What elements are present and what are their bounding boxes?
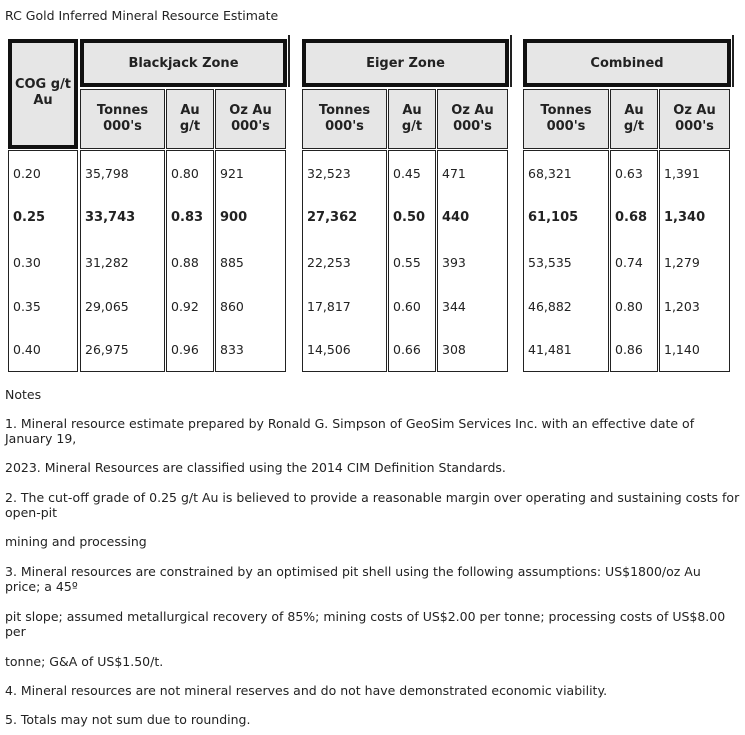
oz-au-cell: 860 <box>215 284 286 328</box>
divider <box>732 35 734 87</box>
tonnes-cell: 41,481 <box>523 328 609 372</box>
tonnes-cell: 29,065 <box>80 284 165 328</box>
au-grade-cell: 0.88 <box>166 240 214 284</box>
note-line: mining and processing <box>5 534 147 549</box>
au-grade-cell: 0.80 <box>610 284 658 328</box>
oz-au-cell: 885 <box>215 240 286 284</box>
note-line: tonne; G&A of US$1.50/t. <box>5 654 164 669</box>
oz-au-cell: 344 <box>437 284 508 328</box>
tonnes-cell: 32,523 <box>302 150 387 195</box>
oz-au-cell: 1,203 <box>659 284 730 328</box>
au-grade-cell: 0.50 <box>388 195 436 240</box>
zone-header-combined: Combined <box>523 39 731 87</box>
tonnes-header: Tonnes 000's <box>302 89 387 149</box>
oz-au-cell: 833 <box>215 328 286 372</box>
oz-au-cell: 440 <box>437 195 508 240</box>
note-line: 1. Mineral resource estimate prepared by Ronald G. Simpson of GeoSim Services Inc. with an effective date of January 19, <box>5 416 695 446</box>
oz-au-cell: 921 <box>215 150 286 195</box>
divider <box>288 35 290 87</box>
tonnes-cell: 27,362 <box>302 195 387 240</box>
au-grade-cell: 0.66 <box>388 328 436 372</box>
au-grade-cell: 0.63 <box>610 150 658 195</box>
tonnes-cell: 35,798 <box>80 150 165 195</box>
oz-au-cell: 471 <box>437 150 508 195</box>
oz-au-header: Oz Au 000's <box>437 89 508 149</box>
divider <box>510 35 512 87</box>
au-grade-cell: 0.74 <box>610 240 658 284</box>
cog-value-cell: 0.35 <box>8 284 78 328</box>
oz-au-cell: 1,140 <box>659 328 730 372</box>
au-grade-cell: 0.45 <box>388 150 436 195</box>
au-grade-header: Au g/t <box>166 89 214 149</box>
tonnes-cell: 61,105 <box>523 195 609 240</box>
oz-au-cell: 308 <box>437 328 508 372</box>
tonnes-cell: 14,506 <box>302 328 387 372</box>
au-grade-cell: 0.80 <box>166 150 214 195</box>
au-grade-cell: 0.68 <box>610 195 658 240</box>
note-line: 5. Totals may not sum due to rounding. <box>5 712 251 727</box>
oz-au-cell: 1,391 <box>659 150 730 195</box>
note-line: pit slope; assumed metallurgical recovery of 85%; mining costs of US$2.00 per tonne; processing costs of US$8.00 per <box>5 609 726 639</box>
oz-au-cell: 1,340 <box>659 195 730 240</box>
note-line: 4. Mineral resources are not mineral reserves and do not have demonstrated economic viability. <box>5 683 608 698</box>
note-line: 2023. Mineral Resources are classified using the 2014 CIM Definition Standards. <box>5 460 506 475</box>
au-grade-cell: 0.83 <box>166 195 214 240</box>
cog-header: COG g/t Au <box>8 39 78 149</box>
cog-value-cell: 0.25 <box>8 195 78 240</box>
oz-au-header: Oz Au 000's <box>659 89 730 149</box>
tonnes-cell: 53,535 <box>523 240 609 284</box>
oz-au-cell: 900 <box>215 195 286 240</box>
tonnes-cell: 22,253 <box>302 240 387 284</box>
notes-heading: Notes <box>5 387 42 402</box>
cog-value-cell: 0.30 <box>8 240 78 284</box>
au-grade-header: Au g/t <box>610 89 658 149</box>
au-grade-cell: 0.92 <box>166 284 214 328</box>
tonnes-cell: 26,975 <box>80 328 165 372</box>
tonnes-cell: 31,282 <box>80 240 165 284</box>
page-title: RC Gold Inferred Mineral Resource Estimate <box>5 8 279 23</box>
tonnes-cell: 33,743 <box>80 195 165 240</box>
au-grade-cell: 0.55 <box>388 240 436 284</box>
tonnes-header: Tonnes 000's <box>80 89 165 149</box>
zone-header-blackjack: Blackjack Zone <box>80 39 287 87</box>
cog-value-cell: 0.20 <box>8 150 78 195</box>
oz-au-cell: 1,279 <box>659 240 730 284</box>
au-grade-cell: 0.96 <box>166 328 214 372</box>
au-grade-cell: 0.60 <box>388 284 436 328</box>
note-line: 2. The cut-off grade of 0.25 g/t Au is believed to provide a reasonable margin over operating and sustaining costs for open-pit <box>5 490 740 520</box>
oz-au-cell: 393 <box>437 240 508 284</box>
tonnes-header: Tonnes 000's <box>523 89 609 149</box>
tonnes-cell: 46,882 <box>523 284 609 328</box>
oz-au-header: Oz Au 000's <box>215 89 286 149</box>
zone-header-eiger: Eiger Zone <box>302 39 509 87</box>
note-line: 3. Mineral resources are constrained by an optimised pit shell using the following assumptions: US$1800/oz Au price; a 45º <box>5 564 701 594</box>
au-grade-cell: 0.86 <box>610 328 658 372</box>
tonnes-cell: 17,817 <box>302 284 387 328</box>
tonnes-cell: 68,321 <box>523 150 609 195</box>
au-grade-header: Au g/t <box>388 89 436 149</box>
cog-value-cell: 0.40 <box>8 328 78 372</box>
